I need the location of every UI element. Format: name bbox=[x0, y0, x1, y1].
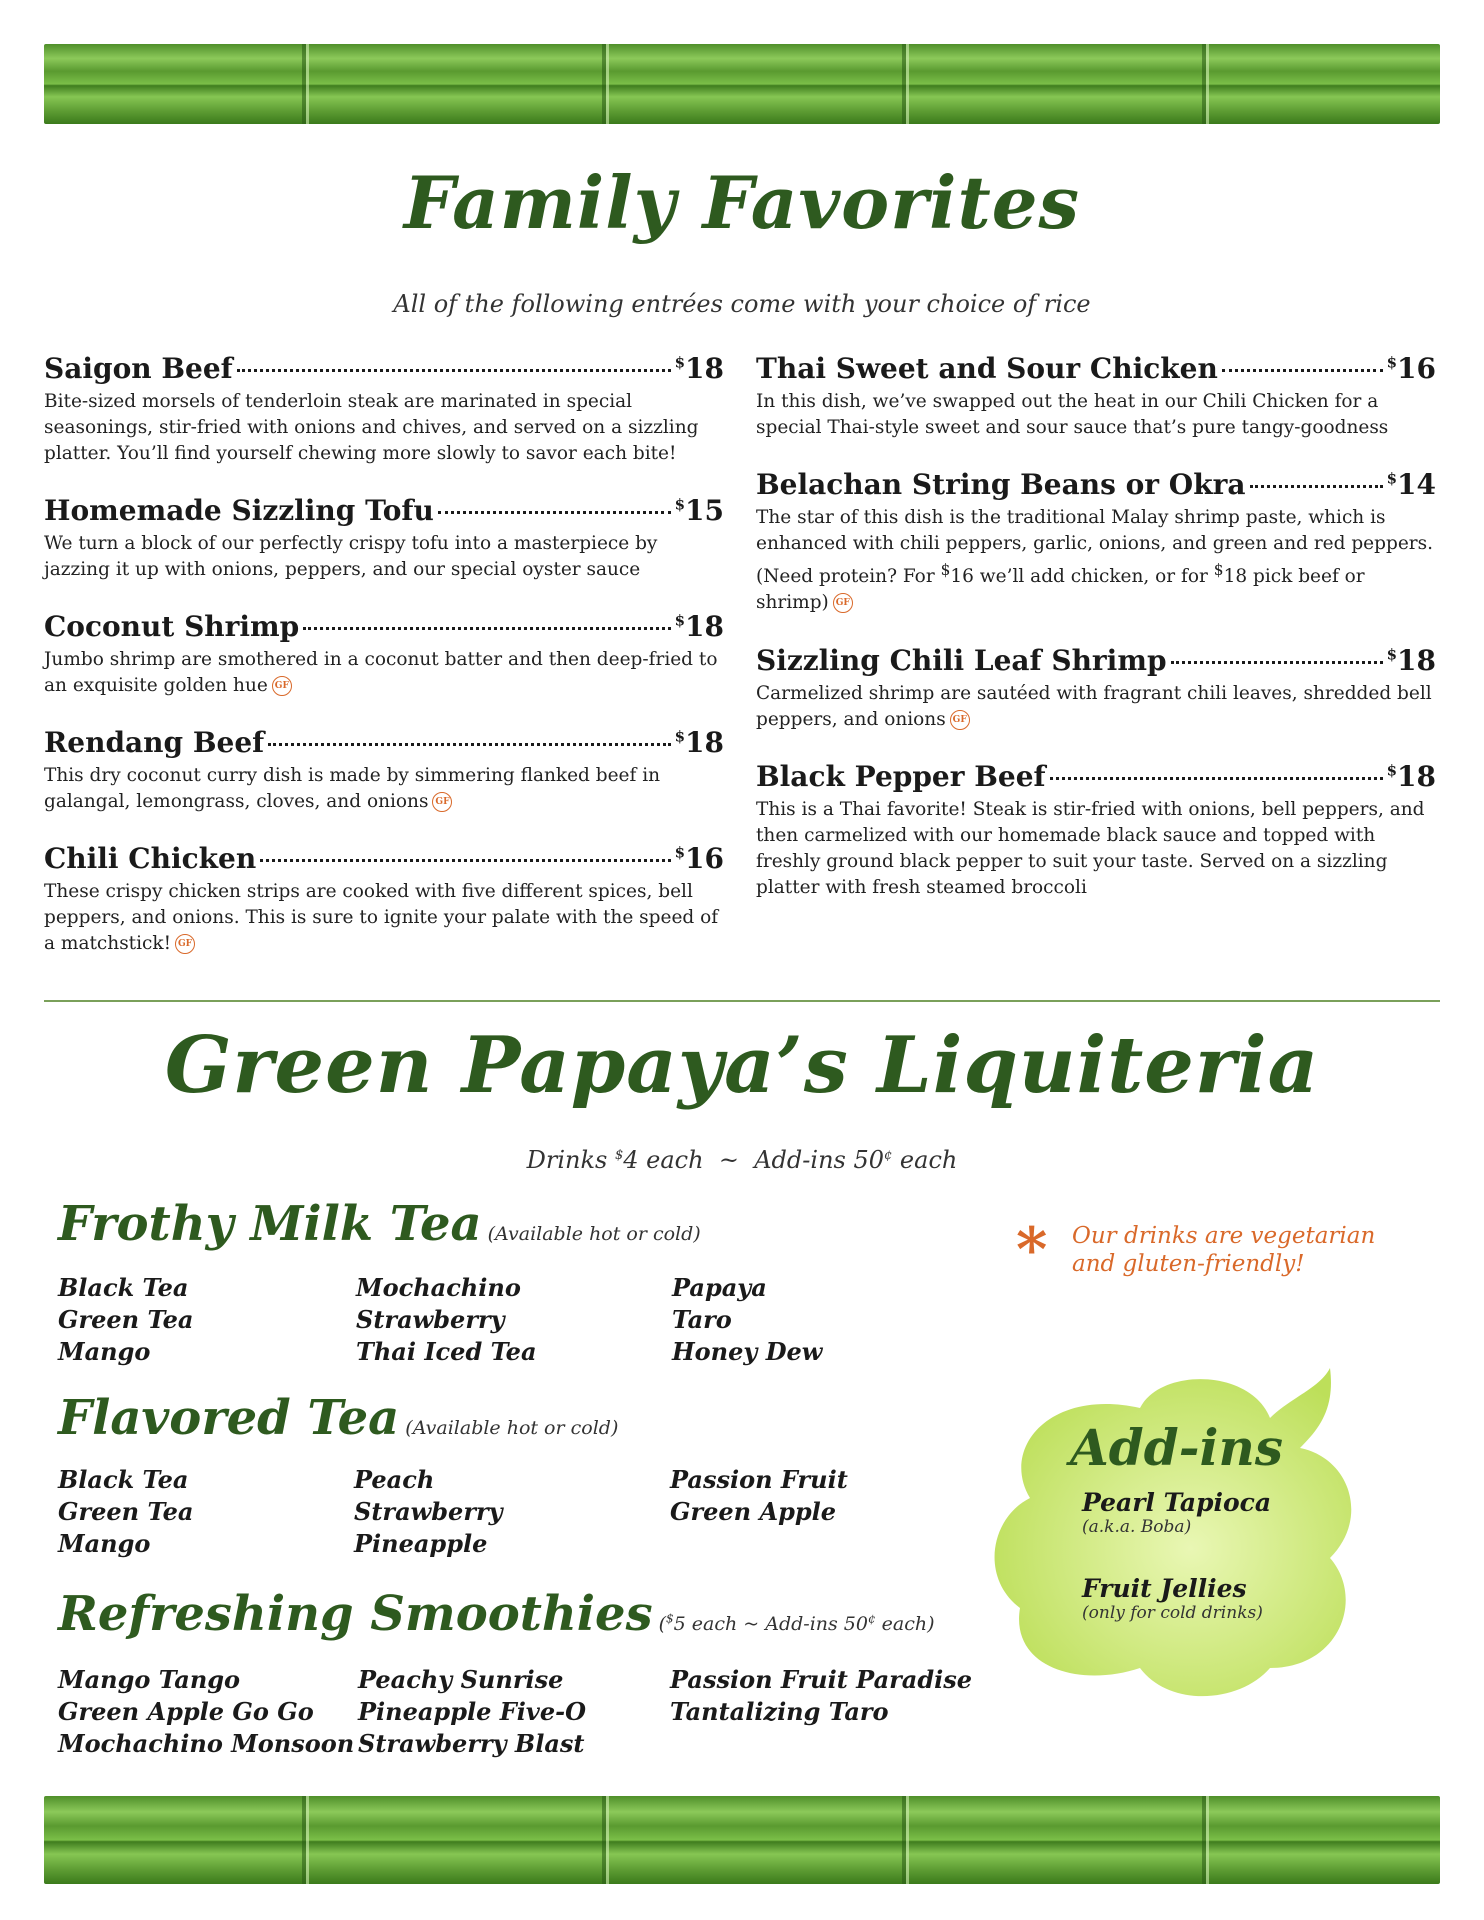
menu-item bbox=[756, 644, 1436, 733]
menu-item bbox=[44, 352, 724, 467]
item-description: We turn a block of our perfectly crispy tofu into a masterpiece by jazzing it up with onions, peppers, and our special oyster sauce bbox=[44, 533, 658, 580]
item-name: Rendang Beef bbox=[44, 726, 265, 759]
item-price: $18 bbox=[1386, 760, 1436, 793]
item-name: Black Pepper Beef bbox=[756, 760, 1046, 793]
item-name: Coconut Shrimp bbox=[44, 610, 300, 643]
family-favorites-subtitle: All of the following entrées come with your choice of rice bbox=[393, 290, 1091, 318]
menu-item bbox=[756, 468, 1436, 616]
menu-item bbox=[756, 352, 1436, 441]
section-divider bbox=[44, 1000, 1440, 1002]
addin-item: Pearl Tapioca (a.k.a. Boba) bbox=[1082, 1488, 1272, 1537]
addin-item: Fruit Jellies (only for cold drinks) bbox=[1082, 1574, 1263, 1623]
item-name: Thai Sweet and Sour Chicken bbox=[756, 352, 1218, 385]
milk-tea-heading: Frothy Milk Tea (Available hot or cold) bbox=[58, 1196, 701, 1252]
smoothies-col-3: Passion Fruit Paradise Tantalizing Taro bbox=[670, 1665, 973, 1726]
milk-tea-col-2: Mochachino Strawberry Thai Iced Tea bbox=[356, 1273, 537, 1366]
item-price: $16 bbox=[1386, 352, 1436, 385]
item-description: Jumbo shrimp are smothered in a coconut batter and then deep-fried to an exquisite golden hue GF bbox=[44, 649, 718, 696]
gluten-free-icon: GF bbox=[175, 934, 195, 954]
flavored-tea-col-1: Black Tea Green Tea Mango bbox=[58, 1465, 194, 1558]
item-price: $15 bbox=[674, 494, 724, 527]
menu-item bbox=[44, 726, 724, 815]
item-price: $18 bbox=[674, 352, 724, 385]
family-favorites-title: Family Favorites bbox=[403, 160, 1081, 245]
item-description: This is a Thai favorite! Steak is stir-fried with onions, bell peppers, and then carmelized with our homemade black sauce and topped with freshly ground black pepper to suit your taste. Served on a sizzling platter with fresh steamed broccoli bbox=[756, 799, 1425, 898]
smoothies-heading: Refreshing Smoothies ($5 each ~ Add-ins 50¢ each) bbox=[58, 1586, 935, 1642]
item-price: $18 bbox=[1386, 644, 1436, 677]
item-name: Belachan String Beans or Okra bbox=[756, 468, 1246, 501]
item-name: Saigon Beef bbox=[44, 352, 233, 385]
smoothies-col-2: Peachy Sunrise Pineapple Five-O Strawberry Blast bbox=[358, 1665, 586, 1758]
item-description: Bite-sized morsels of tenderloin steak are marinated in special seasonings, stir-fried with onions and chives, and served on a sizzling platter. You’ll find yourself chewing more slowly to savor each bite! bbox=[44, 391, 699, 464]
item-price: $14 bbox=[1386, 468, 1436, 501]
addins-title: Add-ins bbox=[1070, 1418, 1283, 1477]
menu-item bbox=[756, 760, 1436, 901]
item-description: This dry coconut curry dish is made by simmering flanked beef in galangal, lemongrass, cloves, and onions GF bbox=[44, 765, 661, 812]
gluten-free-icon: GF bbox=[432, 792, 452, 812]
item-price: $18 bbox=[674, 726, 724, 759]
item-price: $16 bbox=[674, 842, 724, 875]
milk-tea-col-1: Black Tea Green Tea Mango bbox=[58, 1273, 194, 1366]
item-description: These crispy chicken strips are cooked with five different spices, bell peppers, and onions. This is sure to ignite your palate with the speed of a matchstick! GF bbox=[44, 881, 719, 954]
flavored-tea-heading: Flavored Tea (Available hot or cold) bbox=[58, 1390, 619, 1446]
asterisk-icon: * bbox=[1016, 1215, 1048, 1285]
item-name: Chili Chicken bbox=[44, 842, 257, 875]
flavored-tea-col-3: Passion Fruit Green Apple bbox=[670, 1465, 848, 1526]
liquiteria-title: Green Papaya’s Liquiteria bbox=[164, 1020, 1320, 1111]
item-price: $18 bbox=[674, 610, 724, 643]
milk-tea-col-3: Papaya Taro Honey Dew bbox=[672, 1273, 823, 1366]
item-description: In this dish, we’ve swapped out the heat in our Chili Chicken for a special Thai-style sweet and sour sauce that’s pure tangy-goodness bbox=[756, 391, 1389, 438]
vegetarian-note: Our drinks are vegetarian and gluten-friendly! bbox=[1072, 1223, 1376, 1277]
menu-item bbox=[44, 610, 724, 699]
item-name: Homemade Sizzling Tofu bbox=[44, 494, 434, 527]
gluten-free-icon: GF bbox=[950, 710, 970, 730]
smoothies-col-1: Mango Tango Green Apple Go Go Mochachino Monsoon bbox=[58, 1665, 355, 1758]
flavored-tea-col-2: Peach Strawberry Pineapple bbox=[354, 1465, 503, 1558]
top-bamboo-banner bbox=[44, 44, 1440, 124]
item-name: Sizzling Chili Leaf Shrimp bbox=[756, 644, 1167, 677]
item-description: Carmelized shrimp are sautéed with fragrant chili leaves, shredded bell peppers, and onions GF bbox=[756, 683, 1432, 730]
bottom-bamboo-banner bbox=[44, 1796, 1440, 1884]
gluten-free-icon: GF bbox=[833, 593, 853, 613]
liquiteria-subtitle: Drinks $4 each ~ Add-ins 50¢ each bbox=[526, 1146, 958, 1174]
item-description: The star of this dish is the traditional Malay shrimp paste, which is enhanced with chili peppers, garlic, onions, and green and red peppers. (Need protein? For $16 we’ll add chicken, or for $18 pick beef or shrimp) GF bbox=[756, 507, 1433, 614]
menu-item bbox=[44, 842, 724, 957]
menu-item bbox=[44, 494, 724, 583]
gluten-free-icon: GF bbox=[272, 676, 292, 696]
